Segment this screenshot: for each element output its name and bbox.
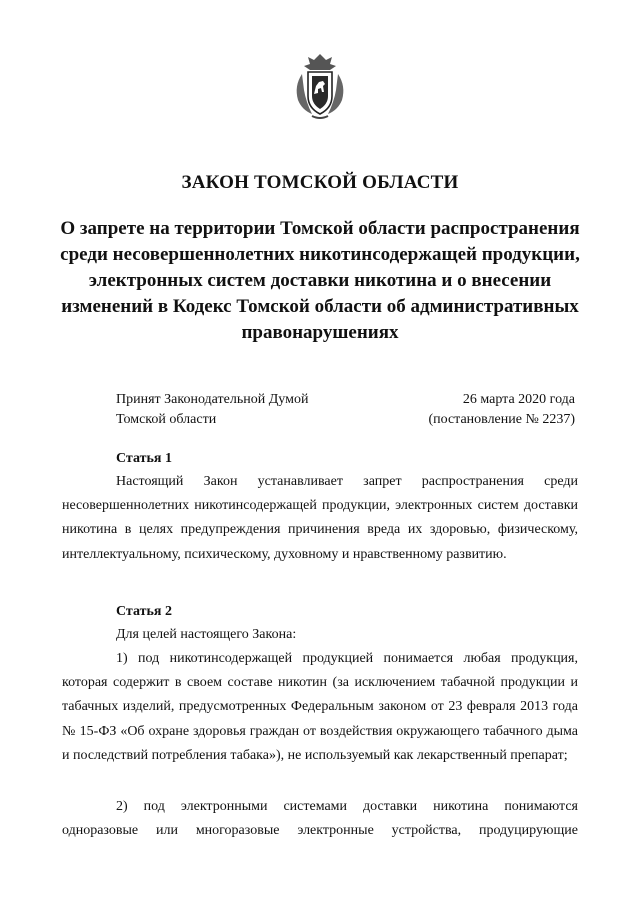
- word: электронными: [180, 799, 268, 814]
- adoption-date: 26 марта 2020 года: [462, 392, 575, 407]
- article-2-item-2-line-2: [62, 823, 578, 839]
- adopted-by-line1: Принят Законодательной Думой: [116, 392, 309, 407]
- word: или: [155, 823, 178, 838]
- word: системами: [283, 799, 348, 814]
- law-title: ЗАКОН ТОМСКОЙ ОБЛАСТИ: [181, 172, 459, 193]
- article-2-item-2-line-1: [116, 799, 578, 815]
- word: продуцирующие: [478, 823, 578, 838]
- word: под: [143, 799, 165, 814]
- word: понимаются: [504, 799, 578, 814]
- adoption-info: [428, 390, 575, 430]
- article-1-heading: Статья 1: [116, 451, 172, 466]
- word: никотина: [433, 799, 489, 814]
- adopted-by: [116, 390, 308, 430]
- article-2-item-1: 1) под никотинсодержащей продукцией понимается любая продукция, которая содержит в своем составе никотин (за исключением табачной продукции и табачных изделий, предусмотренных Федеральным законом от 23 февраля 2013 года № 15-ФЗ «Об охране здоровья граждан от воздействия окружающего табачного дыма и последствий потребления табака»), не используемый как лекарственный препарат;: [62, 651, 578, 763]
- tomsk-oblast-coat-of-arms-icon: [292, 52, 348, 122]
- adopted-by-line2: Томской области: [116, 412, 217, 427]
- word: многоразовые: [195, 823, 280, 838]
- article-2-intro: Для целей настоящего Закона:: [116, 627, 297, 642]
- article-2-heading: Статья 2: [116, 604, 172, 619]
- word: 2): [116, 799, 128, 814]
- article-1-text: Настоящий Закон устанавливает запрет распространения среди несовершеннолетних никотинсодержащей продукции, электронных систем доставки никотина в целях предупреждения причинения вреда их здоровью, физическому, интеллектуальному, психическому, духовному и нравственному развитию.: [62, 474, 578, 562]
- word: устройства,: [391, 823, 462, 838]
- law-subject: О запрете на территории Томской области распространения среди несовершеннолетних никотинсодержащей продукции, электронных систем доставки никотина и о внесении изменений в Кодекс Томской области об административных правонарушениях: [60, 218, 580, 343]
- word: одноразовые: [62, 823, 139, 838]
- word: доставки: [363, 799, 418, 814]
- resolution-number: (постановление № 2237): [428, 412, 575, 427]
- word: электронные: [297, 823, 374, 838]
